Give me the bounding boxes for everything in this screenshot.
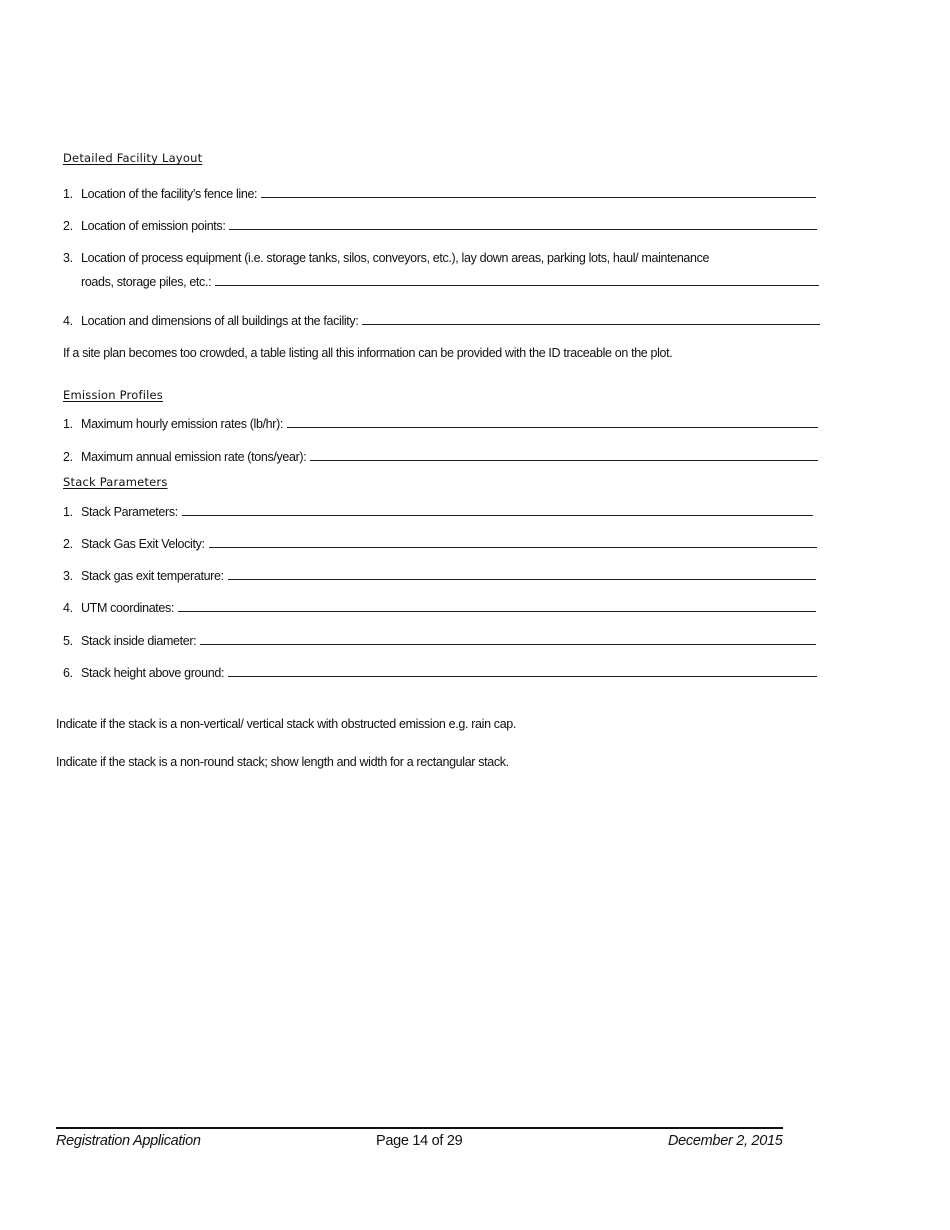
fill-in-line[interactable] — [310, 459, 818, 461]
fill-in-line[interactable] — [287, 426, 818, 428]
field-utm-coordinates — [63, 601, 816, 615]
field-label: UTM coordinates: — [81, 601, 175, 615]
field-label-continued: roads, storage piles, etc.: — [81, 275, 212, 289]
fill-in-line[interactable] — [182, 514, 813, 516]
field-fence-line — [63, 187, 816, 201]
fill-in-line[interactable] — [362, 323, 820, 325]
item-number: 1. — [63, 187, 73, 201]
field-buildings — [63, 314, 820, 328]
item-number: 1. — [63, 505, 73, 519]
field-label: Stack height above ground: — [81, 666, 225, 680]
item-number: 4. — [63, 601, 73, 615]
fill-in-line[interactable] — [178, 610, 816, 612]
fill-in-line[interactable] — [261, 196, 816, 198]
section-heading-facility-layout: Detailed Facility Layout — [63, 151, 203, 165]
field-label: Maximum hourly emission rates (lb/hr): — [81, 417, 284, 431]
field-annual-emission-rate — [63, 450, 818, 464]
fill-in-line[interactable] — [228, 675, 817, 677]
field-process-equipment-line2 — [81, 275, 819, 289]
field-label: Maximum annual emission rate (tons/year): — [81, 450, 307, 464]
field-label: Stack gas exit temperature: — [81, 569, 224, 583]
field-process-equipment-line1 — [63, 251, 709, 265]
item-number: 3. — [63, 569, 73, 583]
item-number: 1. — [63, 417, 73, 431]
item-number: 3. — [63, 251, 73, 265]
section-heading-emission-profiles: Emission Profiles — [63, 388, 163, 402]
field-stack-inside-diameter — [63, 634, 816, 648]
item-number: 4. — [63, 314, 73, 328]
footer-divider — [56, 1127, 783, 1129]
field-label: Location of process equipment (i.e. storage tanks, silos, conveyors, etc.), lay down areas, parking lots, haul/ maintenance — [81, 251, 710, 265]
field-hourly-emission-rate — [63, 417, 818, 431]
fill-in-line[interactable] — [200, 643, 816, 645]
field-label: Location and dimensions of all buildings at the facility: — [81, 314, 359, 328]
field-emission-points — [63, 219, 817, 233]
site-plan-note: If a site plan becomes too crowded, a table listing all this information can be provided with the ID traceable on the plot. — [63, 346, 673, 360]
note-non-round-stack: Indicate if the stack is a non-round stack; show length and width for a rectangular stack. — [56, 755, 509, 769]
item-number: 2. — [63, 219, 73, 233]
field-label: Stack inside diameter: — [81, 634, 197, 648]
field-stack-gas-exit-velocity — [63, 537, 817, 551]
fill-in-line[interactable] — [229, 228, 817, 230]
footer-date: December 2, 2015 — [668, 1133, 783, 1149]
item-number: 5. — [63, 634, 73, 648]
field-label: Stack Gas Exit Velocity: — [81, 537, 205, 551]
item-number: 2. — [63, 450, 73, 464]
footer-document-title: Registration Application — [56, 1133, 201, 1149]
field-stack-height — [63, 666, 817, 680]
fill-in-line[interactable] — [228, 578, 816, 580]
field-stack-parameters — [63, 505, 813, 519]
fill-in-line[interactable] — [215, 284, 819, 286]
section-heading-stack-parameters: Stack Parameters — [63, 475, 168, 489]
field-stack-gas-exit-temperature — [63, 569, 816, 583]
field-label: Location of the facility’s fence line: — [81, 187, 258, 201]
field-label: Stack Parameters: — [81, 505, 178, 519]
note-non-vertical-stack: Indicate if the stack is a non-vertical/ vertical stack with obstructed emission e.g. rain cap. — [56, 717, 517, 731]
fill-in-line[interactable] — [209, 546, 817, 548]
item-number: 2. — [63, 537, 73, 551]
field-label: Location of emission points: — [81, 219, 226, 233]
item-number: 6. — [63, 666, 73, 680]
footer-page-number: Page 14 of 29 — [376, 1133, 463, 1149]
